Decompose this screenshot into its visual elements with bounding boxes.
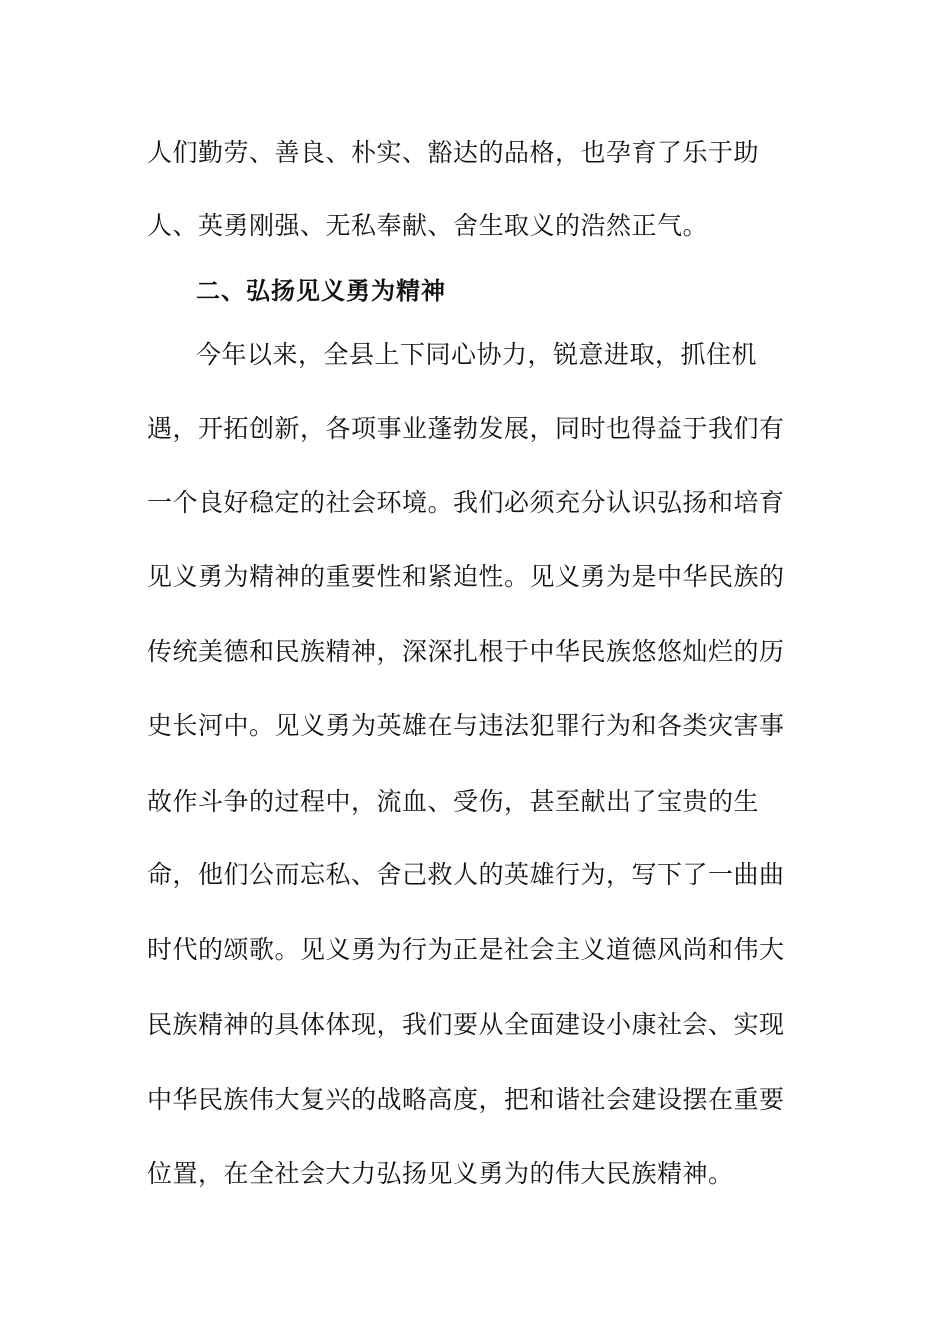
section-heading: 二、弘扬见义勇为精神 bbox=[196, 277, 446, 305]
paragraph-line: 传统美德和民族精神，深深扎根于中华民族悠悠灿烂的历 bbox=[147, 637, 785, 666]
paragraph-line: 史长河中。见义勇为英雄在与违法犯罪行为和各类灾害事 bbox=[147, 711, 785, 740]
paragraph-line: 位置，在全社会大力弘扬见义勇为的伟大民族精神。 bbox=[147, 1159, 734, 1188]
paragraph-line: 中华民族伟大复兴的战略高度，把和谐社会建设摆在重要 bbox=[147, 1085, 785, 1114]
paragraph-line: 民族精神的具体体现，我们要从全面建设小康社会、实现 bbox=[147, 1010, 785, 1039]
paragraph-line: 命，他们公而忘私、舍己救人的英雄行为，写下了一曲曲 bbox=[147, 860, 785, 889]
paragraph-line: 今年以来，全县上下同心协力，锐意进取，抓住机 bbox=[196, 340, 758, 369]
paragraph-line: 见义勇为精神的重要性和紧迫性。见义勇为是中华民族的 bbox=[147, 562, 785, 591]
text-line: 人、英勇刚强、无私奉献、舍生取义的浩然正气。 bbox=[147, 211, 709, 240]
paragraph-line: 时代的颂歌。见义勇为行为正是社会主义道德风尚和伟大 bbox=[147, 935, 785, 964]
text-line: 人们勤劳、善良、朴实、豁达的品格，也孕育了乐于助 bbox=[147, 138, 760, 167]
paragraph-line: 遇，开拓创新，各项事业蓬勃发展，同时也得益于我们有 bbox=[147, 414, 785, 443]
paragraph-line: 一个良好稳定的社会环境。我们必须充分认识弘扬和培育 bbox=[147, 488, 785, 517]
paragraph-line: 故作斗争的过程中，流血、受伤，甚至献出了宝贵的生 bbox=[147, 787, 760, 816]
